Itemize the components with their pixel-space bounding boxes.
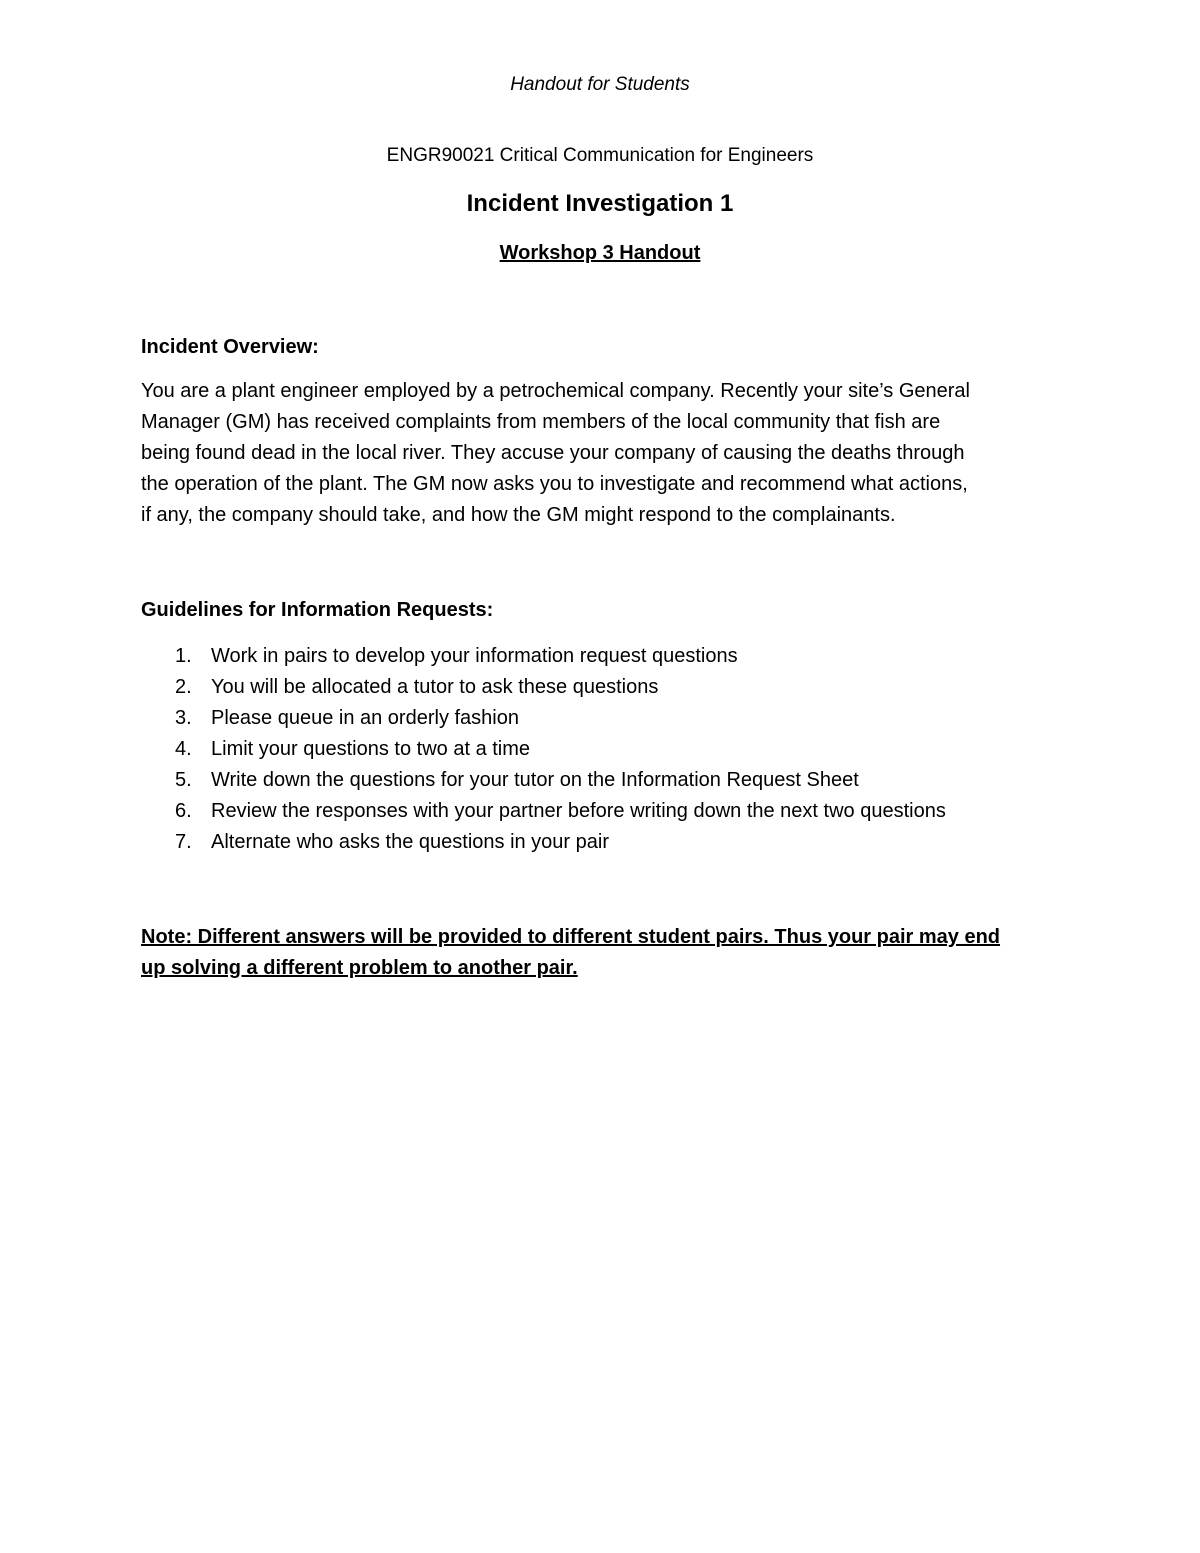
paragraph-line: if any, the company should take, and how the GM might respond to the complainants. [141, 504, 896, 526]
list-number: 4. [175, 738, 192, 760]
incident-overview-paragraph [141, 376, 1061, 531]
page-title: Incident Investigation 1 [466, 190, 734, 217]
list-number: 6. [175, 800, 192, 822]
handout-label: Handout for Students [510, 74, 690, 95]
paragraph-line: the operation of the plant. The GM now asks you to investigate and recommend what actions, [141, 473, 968, 495]
list-text: Review the responses with your partner before writing down the next two questions [211, 800, 946, 822]
list-text: You will be allocated a tutor to ask these questions [211, 676, 659, 698]
list-number: 3. [175, 707, 192, 729]
list-item [141, 796, 1101, 827]
list-number: 1. [175, 645, 192, 667]
guidelines-heading: Guidelines for Information Requests: [141, 599, 494, 621]
page-subtitle: Workshop 3 Handout [499, 242, 701, 264]
important-note [141, 922, 1061, 984]
list-item [141, 703, 1101, 734]
list-item [141, 827, 1101, 858]
list-text: Work in pairs to develop your information request questions [211, 645, 738, 667]
list-item [141, 765, 1101, 796]
list-number: 5. [175, 769, 192, 791]
incident-overview-heading: Incident Overview: [141, 336, 319, 358]
paragraph-line: You are a plant engineer employed by a petrochemical company. Recently your site’s General [141, 380, 970, 402]
course-title: ENGR90021 Critical Communication for Engineers [386, 145, 814, 166]
paragraph-line: being found dead in the local river. They accuse your company of causing the deaths through [141, 442, 965, 464]
guidelines-list [141, 641, 1101, 858]
list-number: 2. [175, 676, 192, 698]
list-text: Limit your questions to two at a time [211, 738, 531, 760]
list-text: Please queue in an orderly fashion [211, 707, 519, 729]
list-item [141, 641, 1101, 672]
note-line: up solving a different problem to another pair. [141, 957, 578, 979]
list-text: Write down the questions for your tutor on the Information Request Sheet [211, 769, 859, 791]
list-item [141, 734, 1101, 765]
note-line: Note: Different answers will be provided to different student pairs. Thus your pair may end [141, 926, 1001, 948]
paragraph-line: Manager (GM) has received complaints from members of the local community that fish are [141, 411, 941, 433]
list-text: Alternate who asks the questions in your pair [211, 831, 609, 853]
list-number: 7. [175, 831, 192, 853]
list-item [141, 672, 1101, 703]
